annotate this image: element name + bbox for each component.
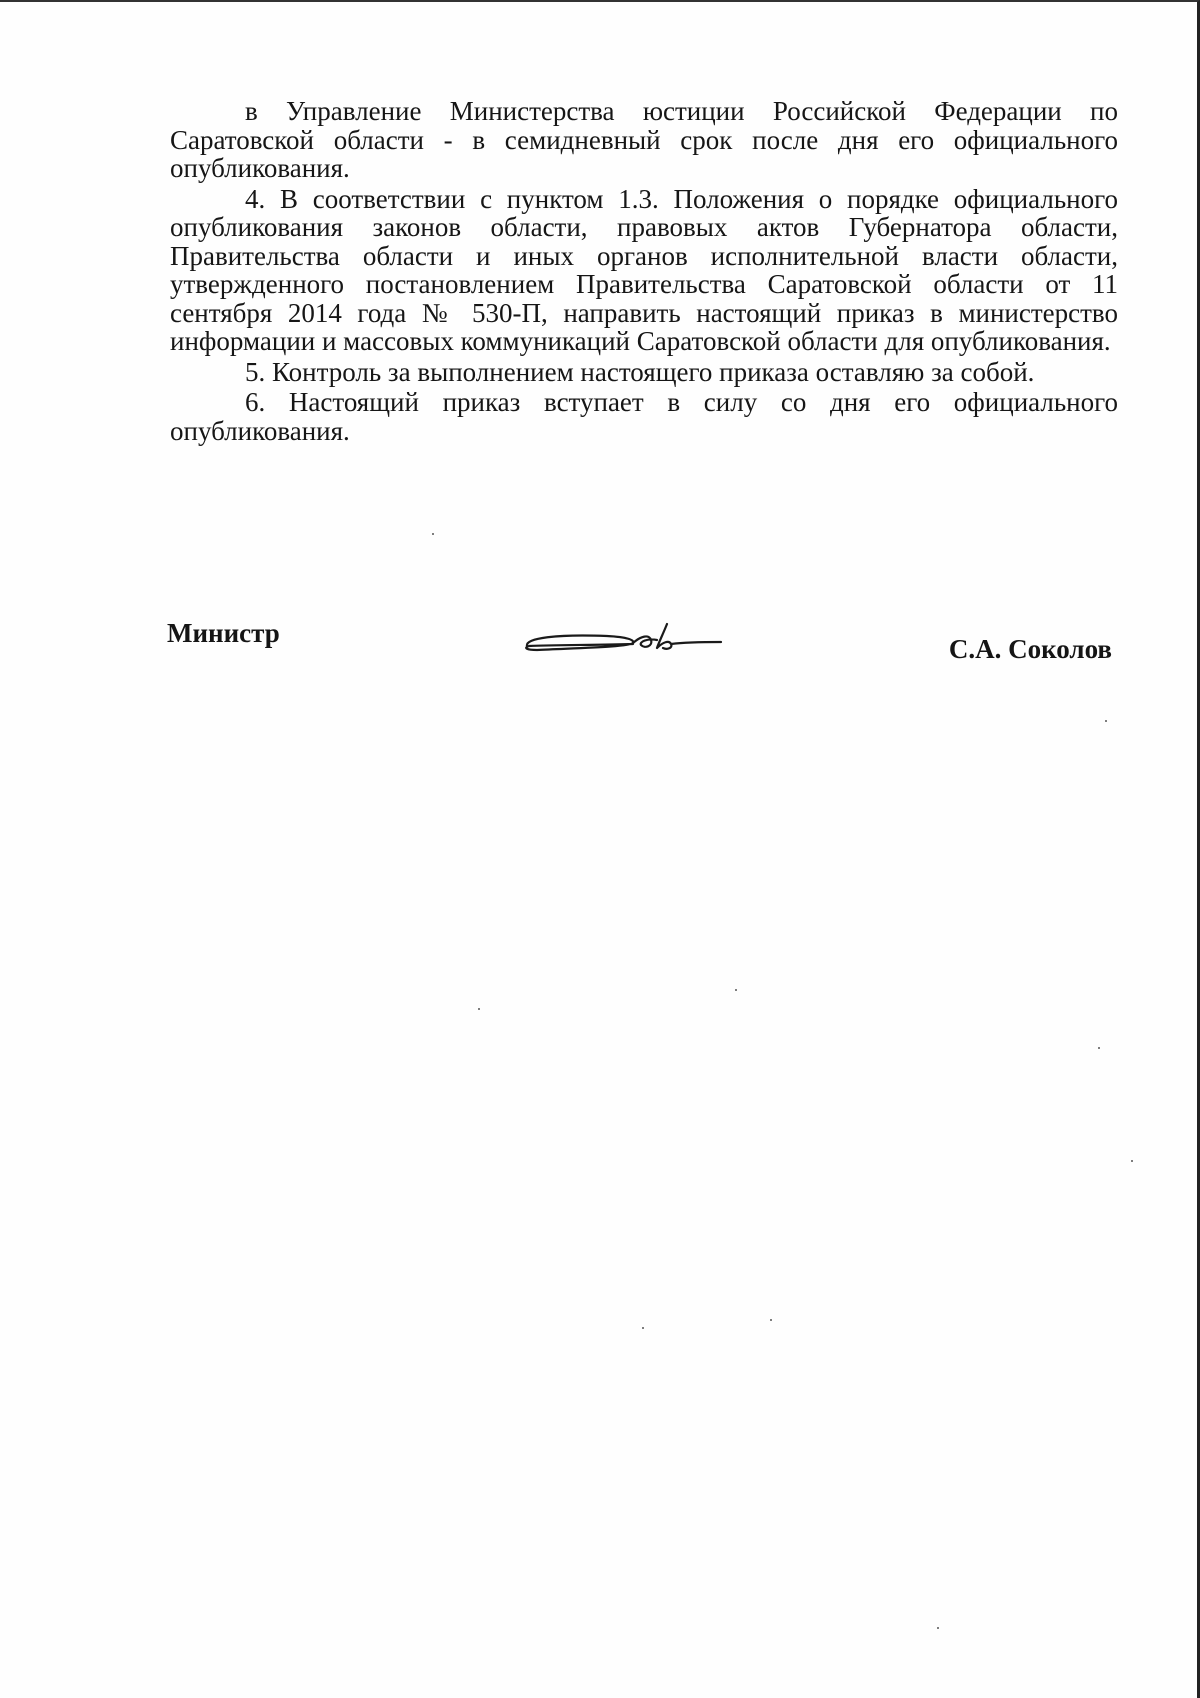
scan-speck (432, 533, 434, 535)
scan-speck (1105, 720, 1107, 722)
scan-speck (642, 1327, 644, 1329)
signatory-title: Министр (167, 618, 280, 648)
scan-speck (1098, 1047, 1100, 1049)
scan-speck (1131, 1160, 1133, 1162)
order-body-text (170, 97, 1118, 447)
paragraph-continuation: в Управление Министерства юстиции Российской Федерации по Саратовской области - в семидневный срок после дня его официального опубликования. (170, 96, 1118, 183)
paragraph-item-4: 4. В соответствии с пунктом 1.3. Положения о порядке официального опубликования законов области, правовых актов Губернатора области, Правительства области и иных органов исполнительной власти области, утвержденного постановлением Правительства Саратовской области от 11 сентября 2014 года № 530-П, направить настоящий приказ в министерство информации и массовых коммуникаций Саратовской области для опубликования. (170, 183, 1118, 356)
scan-speck (937, 1627, 939, 1629)
signatory-name: С.А. Соколов (948, 634, 1112, 664)
scan-speck (478, 1008, 480, 1010)
scan-speck (770, 1319, 772, 1321)
handwritten-signature-icon (517, 612, 737, 662)
paragraph-item-6: 6. Настоящий приказ вступает в силу со дня его официального опубликования. (170, 387, 1118, 446)
signature-block (167, 612, 1112, 672)
paragraph-item-5: 5. Контроль за выполнением настоящего приказа оставляю за собой. (245, 356, 1035, 387)
scan-speck (735, 989, 737, 991)
